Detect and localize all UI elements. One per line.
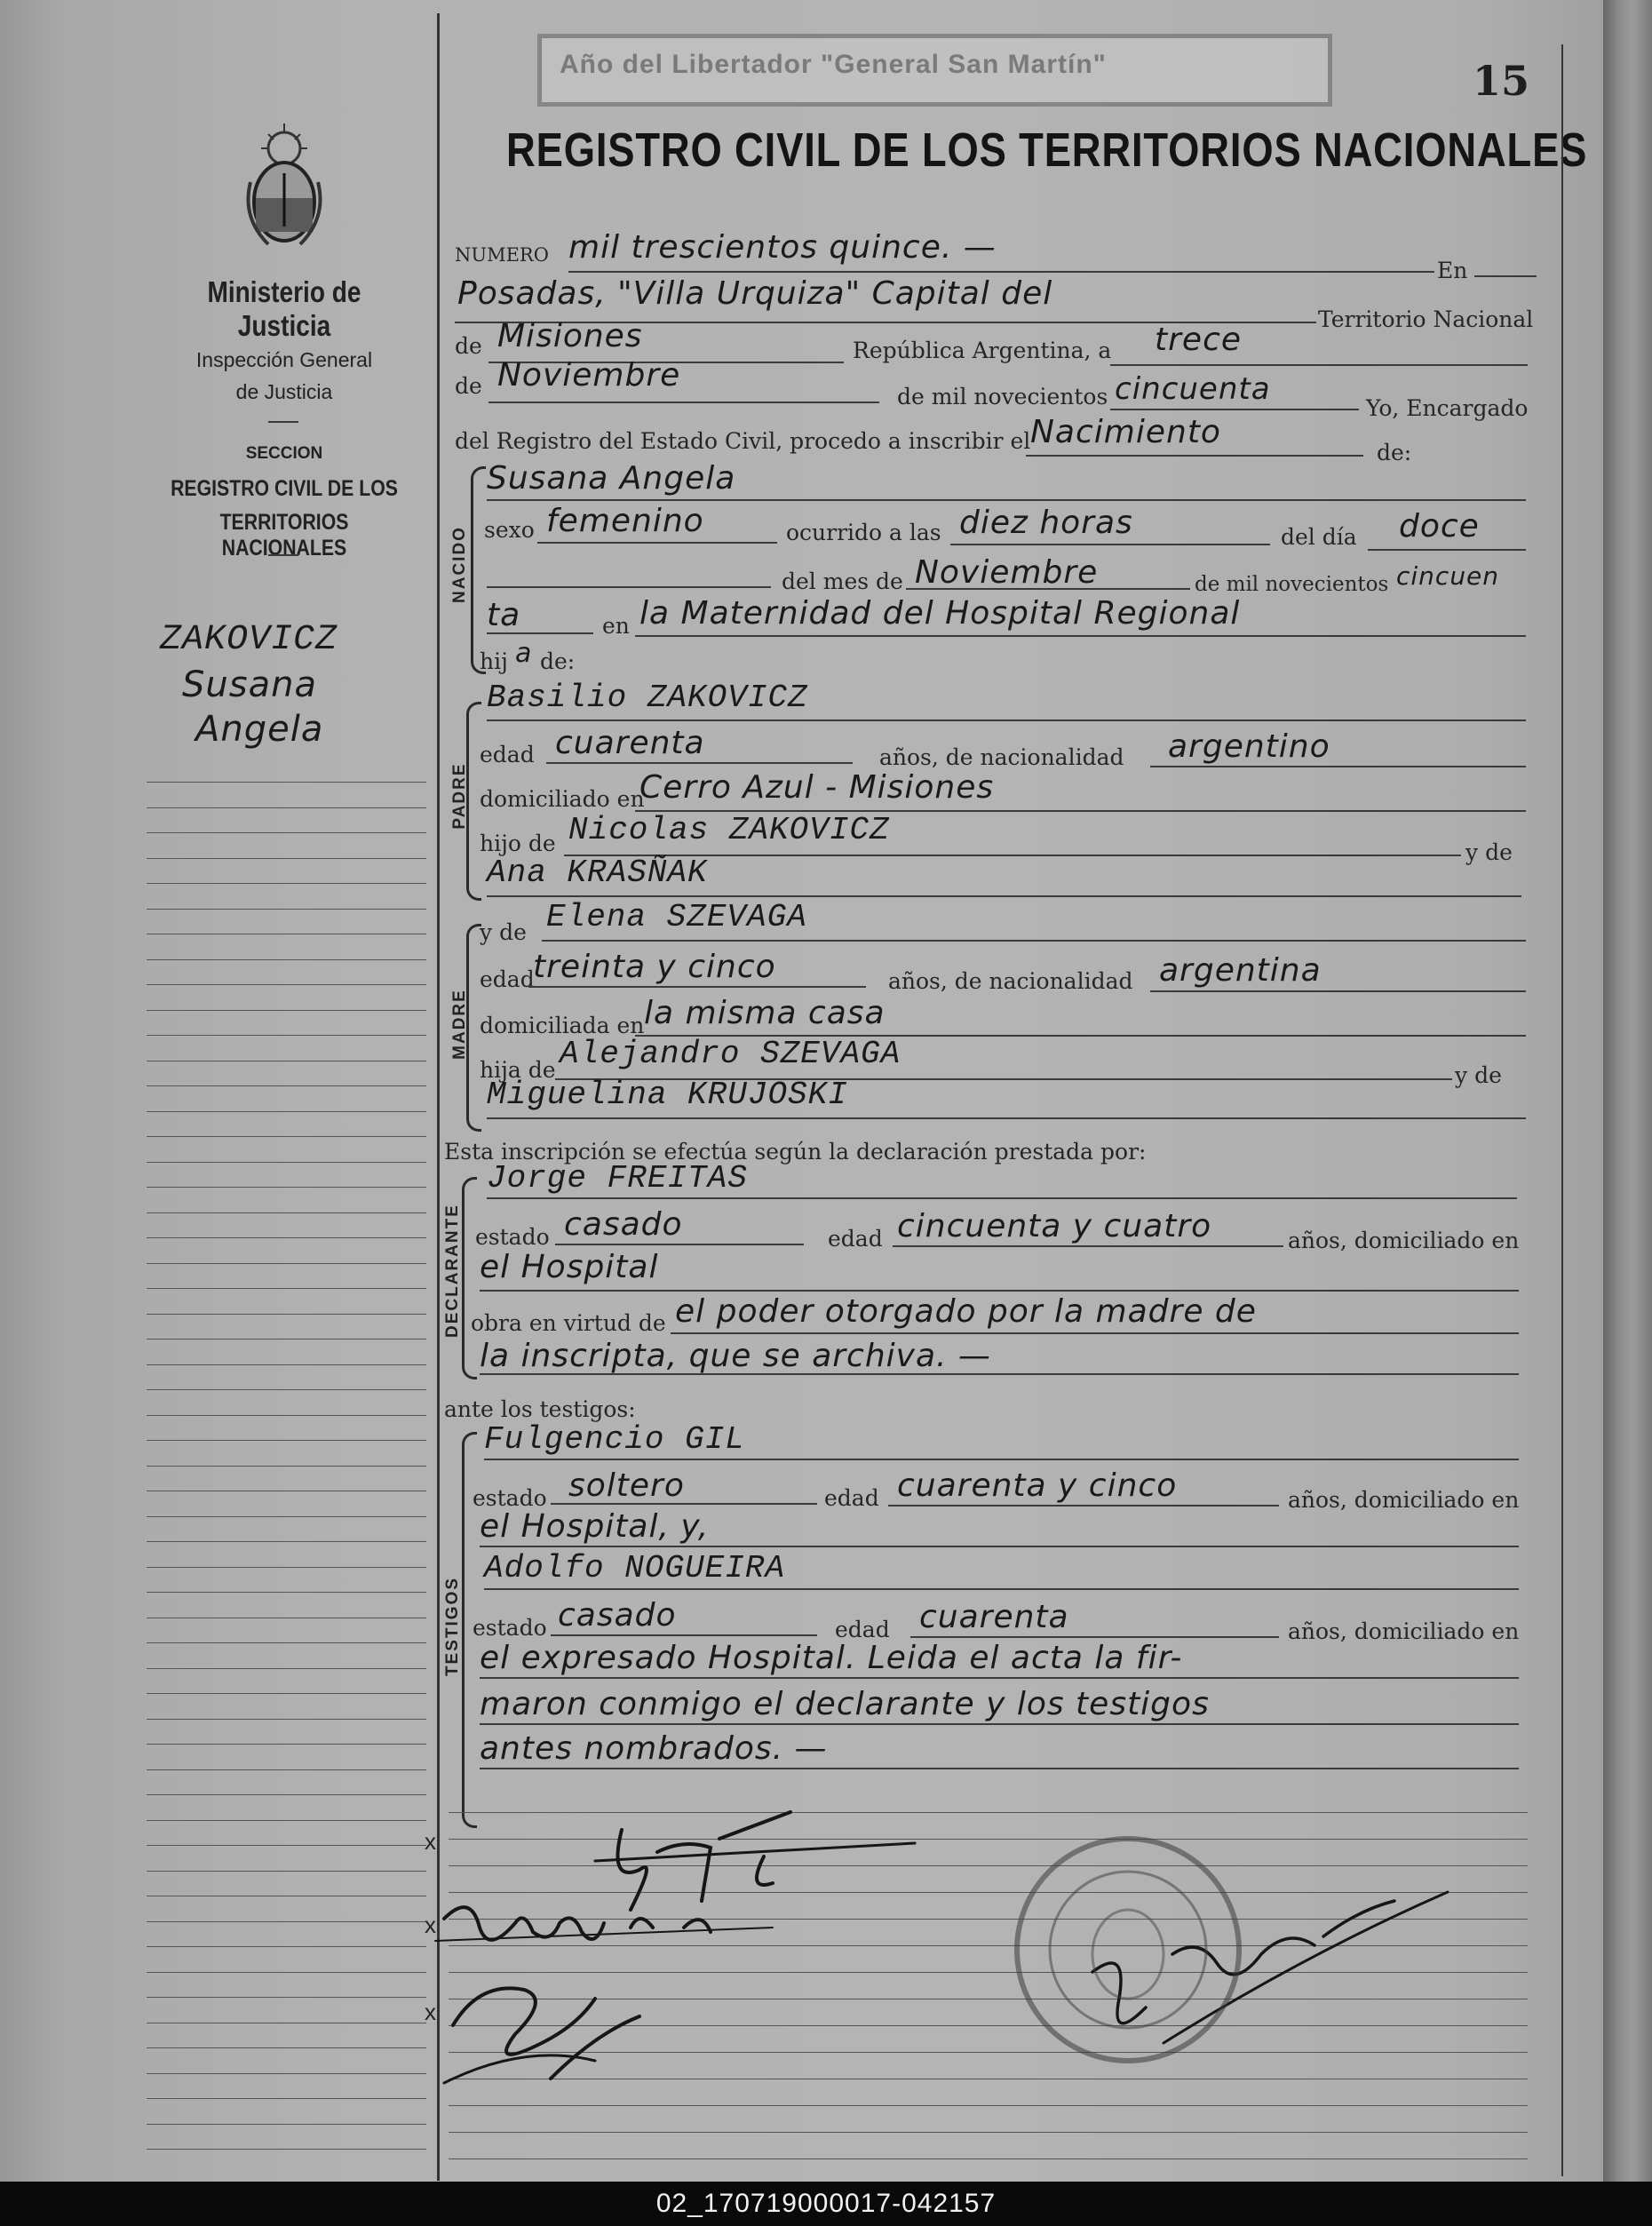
- declarant-power2-line: [480, 1373, 1519, 1375]
- mother-age-value: treinta y cinco: [533, 949, 776, 985]
- margin-rule: [147, 1719, 426, 1720]
- margin-rule: [147, 1440, 426, 1441]
- hour-line: [950, 544, 1270, 545]
- margin-rule: [147, 1288, 426, 1289]
- numero-value: mil trescientos quince. —: [568, 229, 997, 266]
- ocurrido-label: ocurrido a las: [786, 520, 941, 545]
- margin-rule: [147, 1592, 426, 1593]
- declarant-estado-label: estado: [475, 1224, 550, 1250]
- witness2-name-line: [484, 1588, 1519, 1590]
- margin-rule: [147, 832, 426, 833]
- margin-rule: [147, 1946, 426, 1947]
- mother-hija-de-label: hija de: [480, 1057, 556, 1083]
- closing-line-1: el expresado Hospital. Leida el acta la fir-: [480, 1640, 1183, 1676]
- signature-mark-1: x: [425, 1828, 436, 1855]
- birth-year-a-value: cincuen: [1396, 561, 1500, 591]
- signature-mark-3: x: [425, 1999, 436, 2025]
- declarant-dom-value: el Hospital: [480, 1249, 659, 1285]
- nacido-label: NACIDO: [450, 526, 469, 603]
- numero-line: [568, 271, 1434, 273]
- hijo-label: hij: [480, 648, 508, 674]
- margin-rule: [147, 1820, 426, 1821]
- margin-rule: [147, 1642, 426, 1643]
- birth-day-value: doce: [1399, 508, 1480, 545]
- sidebar-divider-2: [268, 554, 298, 556]
- closing-line-2: maron conmigo el declarante y los testigos: [480, 1686, 1210, 1722]
- closing-rule-1: [480, 1677, 1519, 1679]
- margin-rule: [147, 1314, 426, 1315]
- mother-name-value: Elena SZEVAGA: [546, 899, 807, 935]
- del-dia-label: del día: [1281, 524, 1357, 550]
- margin-rule: [147, 984, 426, 985]
- declarant-power-value: el poder otorgado por la madre de: [675, 1293, 1257, 1330]
- witness1-dom-value: el Hospital, y,: [480, 1508, 710, 1545]
- ministry-label: Ministerio de Justicia: [207, 275, 361, 342]
- esta-inscripcion-label: Esta inscripción se efectúa según la declaración prestada por:: [444, 1139, 1147, 1165]
- act-type-value: Nacimiento: [1030, 414, 1221, 450]
- margin-rule: [147, 1845, 426, 1846]
- margin-rule: [147, 909, 426, 910]
- mother-y-de-label: y de: [480, 919, 527, 945]
- territorio-label: Territorio Nacional: [1318, 306, 1534, 332]
- father-mother-line: [487, 895, 1521, 897]
- mother-domicilio-label: domiciliada en: [480, 1013, 645, 1038]
- margin-rule: [147, 1364, 426, 1365]
- margin-rule: [147, 2047, 426, 2048]
- margin-rule: [147, 883, 426, 884]
- mother-age-line: [528, 986, 866, 988]
- coat-of-arms-icon: [242, 120, 327, 253]
- de-label-2: de: [455, 373, 482, 399]
- book-spine: [1603, 0, 1652, 2182]
- signatures-drawing: [417, 1777, 1563, 2176]
- margin-rule: [147, 1187, 426, 1188]
- signature-mark-2: x: [425, 1912, 436, 1938]
- madre-label: MADRE: [450, 989, 469, 1060]
- en2-label: en: [602, 613, 630, 639]
- margin-surname: ZAKOVICZ: [160, 620, 338, 660]
- closing-rule-2: [480, 1723, 1519, 1725]
- margin-rule: [147, 1769, 426, 1770]
- margin-rule: [147, 1389, 426, 1390]
- mother-anos-label: años, de nacionalidad: [888, 968, 1133, 994]
- margin-rule: [147, 1237, 426, 1238]
- father-anos-label: años, de nacionalidad: [879, 744, 1124, 770]
- witness1-age-value: cuarenta y cinco: [897, 1467, 1178, 1504]
- padre-label: PADRE: [450, 762, 469, 830]
- father-nat-line: [1150, 766, 1526, 767]
- child-name-value: Susana Angela: [487, 460, 736, 497]
- obra-label: obra en virtud de: [471, 1310, 666, 1336]
- margin-rule: [147, 1212, 426, 1213]
- mother-y-de2-label: y de: [1455, 1062, 1502, 1088]
- declarante-bracket: [462, 1177, 477, 1379]
- mother-mother-value: Miguelina KRUJOSKI: [487, 1077, 848, 1113]
- year-value: cincuenta: [1115, 371, 1271, 407]
- margin-name-2: Angela: [195, 709, 324, 750]
- republica-label: República Argentina, a: [853, 338, 1112, 363]
- declarant-status-value: casado: [564, 1206, 683, 1243]
- en-label: En: [1437, 258, 1468, 283]
- declarant-name-value: Jorge FREITAS: [487, 1160, 748, 1196]
- margin-rule: [147, 1668, 426, 1669]
- margin-rule: [147, 1339, 426, 1340]
- witness2-status-value: casado: [558, 1597, 677, 1634]
- margin-rule: [147, 858, 426, 859]
- declarant-age-line: [893, 1245, 1283, 1247]
- father-dom-value: Cerro Azul - Misiones: [639, 769, 995, 806]
- witness1-age-line: [888, 1505, 1279, 1507]
- mother-edad-label: edad: [480, 966, 535, 992]
- declarant-power-line: [671, 1332, 1519, 1334]
- witness1-dom-line: [480, 1546, 1519, 1547]
- margin-rule: [147, 2098, 426, 2099]
- margin-rule: [147, 1466, 426, 1467]
- hijo-suffix-value: a: [515, 638, 533, 669]
- witness2-age-value: cuarenta: [919, 1599, 1069, 1635]
- margin-rule: [147, 1162, 426, 1163]
- birth-place-value: la Maternidad del Hospital Regional: [639, 595, 1241, 632]
- declarante-label: DECLARANTE: [443, 1204, 462, 1338]
- place-value: Posadas, "Villa Urquiza" Capital del: [457, 275, 1053, 312]
- father-mother-value: Ana KRASÑAK: [487, 855, 708, 891]
- margin-rule: [147, 2073, 426, 2074]
- witness2-anos-label: años, domiciliado en: [1288, 1618, 1520, 1644]
- father-nat-value: argentino: [1168, 728, 1330, 765]
- birth-month-value: Noviembre: [915, 554, 1099, 591]
- witness2-estado-label: estado: [473, 1615, 547, 1641]
- mother-nat-line: [1150, 990, 1526, 992]
- margin-rule: [147, 807, 426, 808]
- margin-rule: [147, 1997, 426, 1998]
- ante-testigos-label: ante los testigos:: [444, 1396, 636, 1422]
- mother-father-value: Alejandro SZEVAGA: [560, 1036, 901, 1072]
- birth-year-b-line: [487, 632, 593, 634]
- margin-rule: [147, 1744, 426, 1745]
- margin-rule: [147, 1010, 426, 1011]
- margin-rule: [147, 1972, 426, 1973]
- closing-line-3: antes nombrados. —: [480, 1730, 828, 1767]
- margin-rule: [147, 1263, 426, 1264]
- birth-place-line: [635, 635, 1526, 637]
- margin-name-1: Susana: [182, 664, 317, 705]
- margin-rule: [147, 1035, 426, 1036]
- de-label-1: de: [455, 333, 482, 359]
- testigos-label: TESTIGOS: [443, 1576, 462, 1677]
- margin-rule: [147, 1111, 426, 1112]
- father-name-value: Basilio ZAKOVICZ: [487, 680, 808, 716]
- declarant-age-value: cincuenta y cuatro: [897, 1208, 1212, 1244]
- page-title: REGISTRO CIVIL DE LOS TERRITORIOS NACIONALES: [506, 123, 1588, 177]
- father-father-value: Nicolas ZAKOVICZ: [568, 812, 890, 848]
- numero-label: NUMERO: [455, 244, 549, 266]
- witness1-name-value: Fulgencio GIL: [484, 1421, 745, 1458]
- margin-rule: [147, 1921, 426, 1922]
- declarant-status-line: [555, 1244, 804, 1245]
- witness1-estado-label: estado: [473, 1485, 547, 1511]
- de-colon-label: de:: [1377, 440, 1412, 465]
- child-name-line: [487, 499, 1526, 501]
- margin-rule: [147, 782, 426, 783]
- declarant-dom-line: [480, 1290, 1519, 1292]
- margin-rule: [147, 1871, 426, 1872]
- de-mil2-label: de mil novecientos: [1195, 573, 1389, 596]
- margin-rule: [147, 2124, 426, 2125]
- mother-mother-line: [487, 1117, 1526, 1119]
- nacido-bracket: [471, 466, 486, 674]
- margin-rule: [147, 959, 426, 960]
- month-value: Noviembre: [497, 357, 681, 394]
- declarant-edad-label: edad: [828, 1226, 883, 1252]
- father-domicilio-label: domiciliado en: [480, 786, 645, 812]
- margin-rule: [147, 2149, 426, 2150]
- registry-label-1: REGISTRO CIVIL DE LOS: [171, 476, 398, 501]
- margin-rule: [147, 1136, 426, 1137]
- father-age-value: cuarenta: [555, 725, 705, 761]
- declarant-power2-value: la inscripta, que se archiva. —: [480, 1338, 991, 1374]
- inspection-label-2: de Justicia: [235, 380, 333, 403]
- sex-value: femenino: [546, 503, 704, 539]
- mother-dom-value: la misma casa: [644, 995, 886, 1031]
- mother-nat-value: argentina: [1159, 952, 1322, 989]
- day-value: trece: [1155, 322, 1243, 358]
- declarant-name-line: [487, 1197, 1517, 1199]
- father-name-line: [487, 719, 1526, 721]
- witness2-status-line: [551, 1634, 817, 1636]
- del-mes-pre-line: [487, 586, 771, 588]
- witness1-anos-label: años, domiciliado en: [1288, 1487, 1520, 1513]
- margin-rule: [147, 1794, 426, 1795]
- hour-value: diez horas: [959, 505, 1133, 541]
- witness1-status-value: soltero: [568, 1467, 685, 1504]
- sexo-label: sexo: [484, 517, 535, 543]
- birth-year-b-value: ta: [487, 597, 521, 633]
- father-edad-label: edad: [480, 742, 535, 767]
- hijo-de-label: de:: [540, 648, 576, 674]
- margin-rule: [147, 1567, 426, 1568]
- birth-month-line: [906, 588, 1190, 590]
- birth-day-line: [1368, 549, 1526, 551]
- inspection-label-1: Inspección General: [195, 348, 373, 371]
- section-label: SECCION: [245, 444, 323, 463]
- father-age-line: [546, 762, 853, 764]
- sidebar-divider-1: [268, 421, 298, 423]
- month-line: [488, 401, 879, 403]
- witness2-age-line: [910, 1636, 1279, 1638]
- margin-rule: [147, 1541, 426, 1542]
- registry-label-2: TERRITORIOS NACIONALES: [219, 510, 349, 560]
- document-id-footer: 02_170719000017-042157: [0, 2182, 1652, 2226]
- father-hijo-de-label: hijo de: [480, 831, 556, 856]
- del-registro-label: del Registro del Estado Civil, procedo a inscribir el: [455, 428, 1031, 454]
- witness1-name-line: [484, 1459, 1519, 1460]
- territory-value: Misiones: [497, 318, 643, 354]
- witness2-edad-label: edad: [835, 1617, 890, 1642]
- sex-line: [537, 542, 777, 544]
- de-mil-label: de mil novecientos: [897, 384, 1108, 409]
- top-stamp-text: Año del Libertador "General San Martín": [560, 50, 1107, 79]
- margin-rule: [147, 1693, 426, 1694]
- witness1-edad-label: edad: [824, 1485, 879, 1511]
- witness2-name-value: Adolfo NOGUEIRA: [484, 1550, 786, 1586]
- margin-rule: [147, 1085, 426, 1086]
- mother-name-line: [542, 940, 1526, 942]
- margin-rule: [147, 1516, 426, 1517]
- year-line: [1110, 409, 1359, 410]
- page-number: 15: [1473, 57, 1530, 105]
- del-mes-label: del mes de: [782, 568, 903, 594]
- yo-label: Yo, Encargado: [1366, 395, 1529, 421]
- margin-rule: [147, 1415, 426, 1416]
- en-line: [1474, 275, 1537, 277]
- day-line: [1110, 364, 1528, 366]
- father-y-de-label: y de: [1465, 839, 1513, 865]
- witness1-status-line: [551, 1503, 817, 1505]
- act-type-line: [1026, 455, 1363, 457]
- closing-rule-3: [480, 1768, 1519, 1769]
- declarant-anos-label: años, domiciliado en: [1288, 1228, 1520, 1253]
